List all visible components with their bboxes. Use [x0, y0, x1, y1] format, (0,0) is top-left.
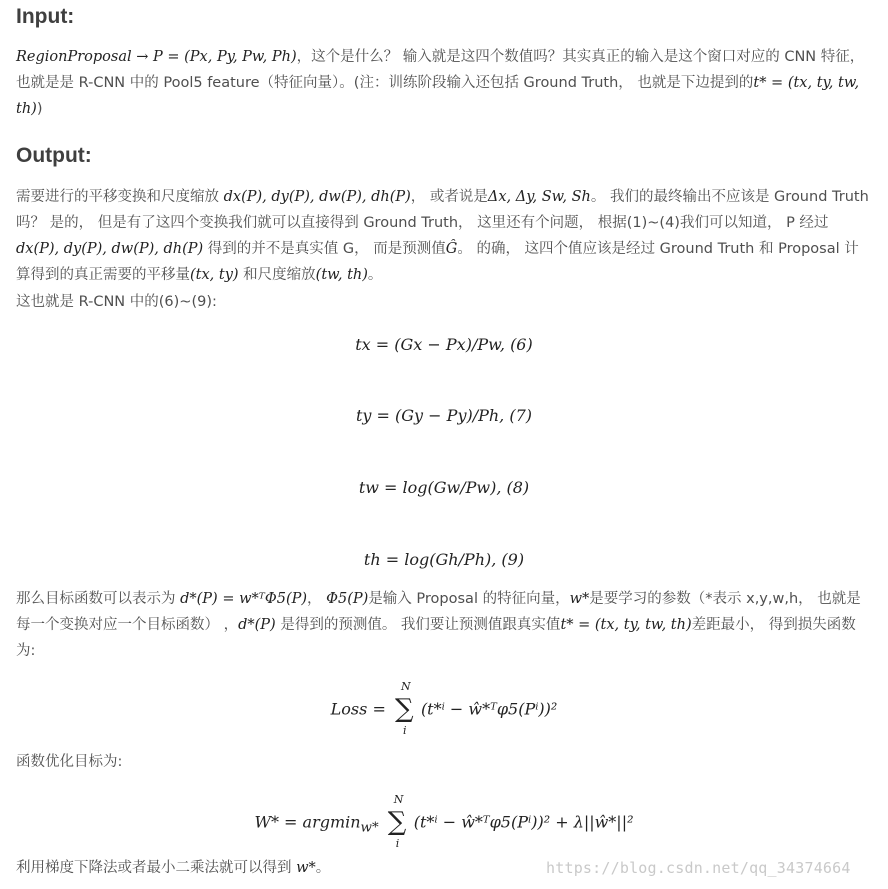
- w-lhs-sub: w*: [360, 820, 379, 836]
- loss-equation: [16, 680, 872, 737]
- objective-paragraph: [16, 586, 872, 664]
- loss-rhs: (t*ⁱ − ŵ*ᵀφ5(Pⁱ))²: [420, 699, 558, 719]
- delta-formula: Δx, Δy, Sw, Sh: [487, 189, 591, 205]
- explain-line: 这也就是 R-CNN 中的(6)~(9):: [16, 294, 217, 310]
- output-text-5: 。 的确， 这四个值应该是经过 Ground Truth 和 Proposal 计算得到的真正需要的平移量: [16, 241, 859, 283]
- t-star-formula: t* = (tx, ty, tw, th): [16, 75, 860, 117]
- d-star-formula: d*(P): [238, 617, 276, 633]
- phi5-formula: Φ5(P): [326, 591, 369, 607]
- objective-text-3: 是输入 Proposal 的特征向量，: [368, 591, 570, 607]
- translation-formula: (tx, ty): [190, 267, 239, 283]
- input-text-2: ): [36, 101, 43, 117]
- equation-8: tw = log(Gw/Pw), (8): [358, 478, 530, 497]
- objective-text-5: 是得到的预测值。 我们要让预测值跟真实值: [275, 617, 561, 633]
- t-star-formula-2: t* = (tx, ty, tw, th): [560, 617, 692, 633]
- sum-symbol: N ∑ i: [394, 680, 414, 737]
- w-star-formula: w*: [569, 591, 590, 607]
- optimize-line: 函数优化目标为:: [16, 754, 123, 770]
- output-text-2: ， 或者说是: [410, 189, 488, 205]
- input-paragraph: [16, 44, 872, 122]
- watermark: https://blog.csdn.net/qq_34374664: [546, 859, 851, 877]
- objective-formula: d*(P) = w*ᵀΦ5(P): [180, 591, 308, 607]
- output-text-3: 。 我们的最终输出不应该是 Ground Truth 吗？ 是的， 但是有了这四个变换我们就可以直接得到 Ground Truth， 这里还有个问题， 根据(1)~(4)我们可以知道， P 经过: [16, 189, 869, 231]
- last-text-1: 利用梯度下降法或者最小二乘法就可以得到: [16, 860, 297, 876]
- objective-text-6: 差距最小， 得到损失函数为:: [16, 617, 856, 659]
- w-rhs: (t*ⁱ − ŵ*ᵀφ5(Pⁱ))² + λ||ŵ*||²: [413, 812, 634, 832]
- region-proposal-formula: RegionProposal → P = (Px, Py, Pw, Ph): [16, 49, 297, 65]
- output-text-6: 和尺度缩放: [238, 267, 316, 283]
- output-text-1: 需要进行的平移变换和尺度缩放: [16, 189, 224, 205]
- objective-text-1: 那么目标函数可以表示为: [16, 591, 181, 607]
- d-functions-formula-2: dx(P), dy(P), dw(P), dh(P): [16, 241, 204, 257]
- output-heading: Output:: [16, 144, 92, 167]
- equation-6: tx = (Gx − Px)/Pw, (6): [355, 335, 533, 354]
- input-heading: Input:: [16, 5, 75, 28]
- last-text-2: 。: [315, 860, 331, 876]
- w-equation: [16, 793, 872, 850]
- scale-formula: (tw, th): [315, 267, 368, 283]
- objective-text-4: 是要学习的参数（*表示 x,y,w,h， 也就是每一个变换对应一个目标函数） ，: [16, 591, 861, 633]
- sum-symbol-2: N ∑ i: [387, 793, 407, 850]
- output-paragraph: [16, 184, 872, 288]
- equation-7: ty = (Gy − Py)/Ph, (7): [355, 406, 533, 425]
- equation-9: th = log(Gh/Ph), (9): [363, 550, 525, 569]
- output-text-7: 。: [367, 267, 383, 283]
- objective-text-2: ，: [307, 591, 327, 607]
- w-star-final: w*: [296, 860, 316, 876]
- output-text-4: 得到的并不是真实值 G， 而是预测值: [203, 241, 446, 257]
- loss-lhs: Loss =: [330, 699, 386, 719]
- g-hat-formula: Ĝ: [445, 241, 458, 257]
- input-text-1: ，这个是什么？ 输入就是这四个数值吗？其实真正的输入是这个窗口对应的 CNN 特征，也就是是 R-CNN 中的 Pool5 feature（特征向量）。(注：训练阶段输入还包括 Ground Truth， 也就是下边提到的: [16, 49, 865, 91]
- w-lhs: W* = argmin: [254, 812, 361, 832]
- d-functions-formula: dx(P), dy(P), dw(P), dh(P): [223, 189, 411, 205]
